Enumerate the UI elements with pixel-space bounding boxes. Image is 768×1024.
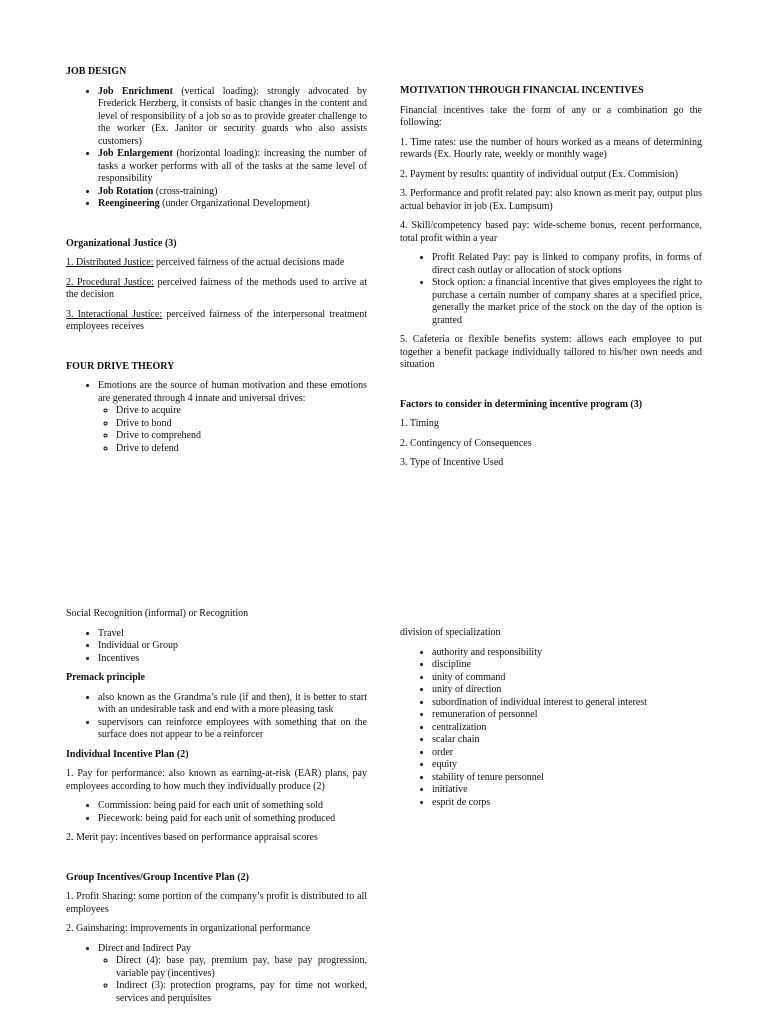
list-item: • stability of tenure personnel: [432, 772, 702, 785]
paragraph: 1. Profit Sharing: some portion of the company’s profit is distributed to all employees: [66, 891, 367, 915]
list-item: • unity of direction: [432, 684, 702, 697]
paragraph: 4. Skill/competency based pay: wide-scheme bonus, recent performance, total profit within a year: [400, 220, 702, 244]
list-item: • Piecework: being paid for each unit of something produced: [98, 813, 367, 826]
right-column-top: [400, 85, 702, 477]
paragraph: [66, 309, 367, 334]
org-justice-heading: Organizational Justice (3): [66, 237, 177, 249]
factors-heading: Factors to consider in determining incentive program (3): [400, 398, 643, 410]
drives-list: [98, 405, 367, 455]
right-column-bottom: [400, 627, 702, 816]
individual-list: [66, 800, 367, 825]
list-item: ◦ Drive to comprehend: [116, 430, 367, 443]
social-heading: Social Recognition (informal) or Recognition: [66, 608, 249, 619]
list-text: Emotions are the source of human motivation and these emotions are generated through 4 innate and universal drives:: [98, 380, 367, 404]
paragraph: Financial incentives take the form of any or a combination go the following:: [400, 104, 702, 128]
list-item: • Profit Related Pay: pay is linked to company profits, in forms of direct cash outlay or allocation of stock options: [432, 252, 702, 277]
term: Job Enrichment: [98, 85, 173, 97]
paragraph: 2. Gainsharing: improvements in organizational performance: [66, 923, 311, 934]
list-item: • Stock option: a financial incentive that gives employees the right to purchase a certain number of company shares at a specified price, generally the market price of the stock on the day of the option is granted: [432, 277, 702, 327]
individual-heading: Individual Incentive Plan (2): [66, 748, 189, 760]
term: 3. Interactional Justice:: [66, 308, 163, 320]
list-item: • centralization: [432, 722, 702, 735]
financial-list: [400, 252, 702, 327]
list-item: • also known as the Grandma’s rule (if and then), it is better to start with an undesirable task and end with a more pleasing task: [98, 692, 367, 717]
list-item: • scalar chain: [432, 734, 702, 747]
definition: perceived fairness of the actual decisions made: [153, 257, 345, 268]
list-item: [98, 86, 367, 149]
group-heading: Group Incentives/Group Incentive Plan (2): [66, 871, 249, 883]
paragraph: 3. Performance and profit related pay: also known as merit pay, output plus actual behavior in job (Ex. Lumpsum): [400, 188, 702, 212]
list-item: • order: [432, 747, 702, 760]
list-item: • Incentives: [98, 653, 367, 666]
paragraph: 2. Merit pay: incentives based on performance appraisal scores: [66, 832, 318, 843]
list-item: ◦ Indirect (3): protection programs, pay for time not worked, services and perquisites: [116, 980, 367, 1005]
definition: (cross-training): [153, 185, 218, 197]
paragraph: 2. Payment by results: quantity of individual output (Ex. Commision): [400, 168, 679, 180]
list-item: [98, 380, 367, 455]
specialization-heading: division of specialization: [400, 627, 501, 638]
list-item: • Commission: being paid for each unit of something sold: [98, 800, 367, 813]
definition: perceived fairness of the interpersonal treatment employees receives: [66, 308, 367, 332]
term: 1. Distributed Justice:: [66, 257, 154, 268]
left-column-top: [66, 66, 367, 462]
four-drive-heading: FOUR DRIVE THEORY: [66, 360, 175, 372]
list-item: [98, 148, 367, 186]
left-column-bottom: [66, 608, 367, 1012]
paragraph: 2. Contingency of Consequences: [400, 437, 532, 449]
list-item: • supervisors can reinforce employees with something that on the surface does not appear to be a reinforcer: [98, 717, 367, 742]
definition: perceived fairness of the methods used to arrive at the decision: [66, 276, 367, 300]
list-item: ◦ Drive to bond: [116, 418, 367, 431]
term: Job Rotation: [98, 185, 154, 197]
paragraph: 5. Cafeteria or flexible benefits system: allows each employee to put together a benefit package individually tailored to his/her own needs and situation: [400, 334, 702, 370]
list-item: ◦ Drive to defend: [116, 443, 367, 456]
list-item: [98, 943, 367, 1006]
specialization-list: [400, 647, 702, 810]
list-item: ◦ Drive to acquire: [116, 405, 367, 418]
list-item: • remuneration of personnel: [432, 709, 702, 722]
list-item: • initiative: [432, 784, 702, 797]
definition: (under Organizational Development): [159, 198, 310, 209]
list-item: • equity: [432, 759, 702, 772]
term: 2. Procedural Justice:: [66, 276, 154, 288]
social-list: [66, 628, 367, 666]
list-item: [98, 198, 367, 211]
four-drive-list: [66, 380, 367, 455]
paragraph: [66, 277, 367, 302]
paragraph: 1. Time rates: use the number of hours worked as a means of determining rewards (Ex. Hourly rate, weekly or monthly wage): [400, 136, 702, 160]
list-item: • esprit de corps: [432, 797, 702, 810]
term: Job Enlargement: [98, 148, 173, 159]
definition: (vertical loading): strongly advocated by Frederick Herzberg, it consists of basic changes in the content and level of responsibility of a job so as to provide greater challenge to the worker (Ex. Janitor or security guards who also assists customers): [98, 85, 367, 147]
group-list: [66, 943, 367, 1006]
premack-list: [66, 692, 367, 742]
list-item: • discipline: [432, 659, 702, 672]
list-item: ◦ Direct (4): base pay, premium pay, base pay progression, variable pay (incentives): [116, 955, 367, 980]
list-item: • unity of command: [432, 672, 702, 685]
list-text: Direct and Indirect Pay: [98, 942, 192, 954]
job-design-heading: JOB DESIGN: [66, 66, 127, 77]
paragraph: 1. Timing: [400, 418, 439, 429]
list-item: • authority and responsibility: [432, 647, 702, 660]
list-item: [98, 186, 367, 199]
definition: (horizontal loading): increasing the number of tasks a worker performs with all of the tasks at the same level of responsibility: [98, 148, 368, 184]
list-item: • Individual or Group: [98, 640, 367, 653]
list-item: • subordination of individual interest to general interest: [432, 697, 702, 710]
paragraph: 1. Pay for performance: also known as earning-at-risk (EAR) plans, pay employees according to how much they individually produce (2): [66, 768, 367, 792]
list-item: • Travel: [98, 628, 367, 641]
paragraph: 3. Type of Incentive Used: [400, 457, 504, 468]
job-design-list: [66, 86, 367, 211]
paragraph: [66, 257, 367, 270]
financial-heading: MOTIVATION THROUGH FINANCIAL INCENTIVES: [400, 85, 644, 96]
premack-heading: Premack principle: [66, 672, 145, 683]
term: Reengineering: [98, 198, 160, 209]
pay-sublist: [98, 955, 367, 1005]
